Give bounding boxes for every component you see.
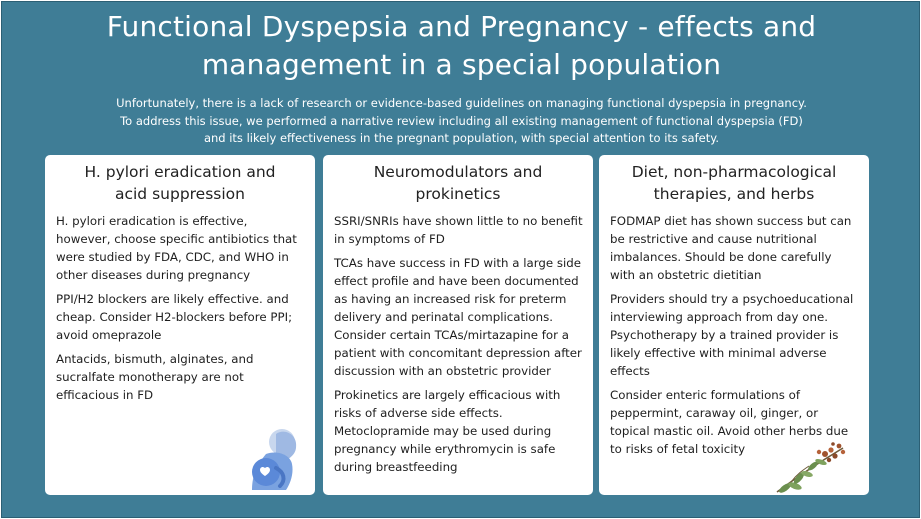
card-paragraph: FODMAP diet has shown success but can be restrictive and cause nutritional imbalances. Should be done carefully with an obstetric dietitian <box>610 214 852 282</box>
card-paragraph: H. pylori eradication is effective, however, choose specific antibiotics that were studied by FDA, CDC, and WHO in other diseases during pregnancy <box>56 214 297 282</box>
title-line: Functional Dyspepsia and Pregnancy - effects and <box>106 10 817 43</box>
card-paragraph: PPI/H2 blockers are likely effective. and cheap. Consider H2-blockers before PPI; avoid omeprazole <box>56 292 293 342</box>
card-paragraph: Providers should try a psychoeducational interviewing approach from day one. Psychotherapy by a trained provider is likely effective with minimal adverse effects <box>610 292 854 378</box>
card-title <box>607 161 861 205</box>
title-line: management in a special population <box>201 48 722 81</box>
card-title <box>53 161 307 205</box>
card-title-line: Neuromodulators and <box>373 163 543 181</box>
pregnant-woman-icon <box>246 428 304 490</box>
card-title-line: H. pylori eradication and <box>84 163 276 181</box>
intro-line: To address this issue, we performed a narrative review including all existing management of functional dyspepsia (FD) <box>120 113 803 128</box>
card-title-line: prokinetics <box>415 185 501 203</box>
intro-text <box>42 95 881 148</box>
card-title <box>331 161 585 205</box>
card-paragraph: Prokinetics are largely efficacious with risks of adverse side effects. Metoclopramide may be used during pregnancy while erythromycin is safe during breastfeeding <box>334 388 561 474</box>
intro-line: Unfortunately, there is a lack of research or evidence-based guidelines on managing functional dyspepsia in pregnancy. <box>116 96 807 110</box>
card-body <box>334 212 583 482</box>
intro-line: and its likely effectiveness in the pregnant population, with special attention to its safety. <box>203 131 720 145</box>
card-body <box>56 212 305 410</box>
page-title <box>22 8 901 84</box>
card-paragraph: Consider enteric formulations of peppermint, caraway oil, ginger, or topical mastic oil. Avoid other herbs due to risks of fetal toxicity <box>610 388 849 456</box>
card-paragraph: Antacids, bismuth, alginates, and sucralfate monotherapy are not efficacious in FD <box>56 352 254 402</box>
card-title-line: therapies, and herbs <box>653 185 815 203</box>
card-neuromodulators-prokinetics <box>323 155 593 495</box>
herb-sprig-icon <box>773 440 851 496</box>
card-paragraph: SSRI/SNRIs have shown little to no benefit in symptoms of FD <box>334 214 583 246</box>
card-paragraph: TCAs have success in FD with a large side effect profile and have been documented as having an increased risk for preterm delivery and perinatal complications. Consider certain TCAs/mirtazapine for a patient with concomitant depression after discussion with an obstetric provider <box>334 256 582 378</box>
card-title-line: acid suppression <box>114 185 245 203</box>
card-title-line: Diet, non-pharmacological <box>631 163 837 181</box>
card-body <box>610 212 859 464</box>
